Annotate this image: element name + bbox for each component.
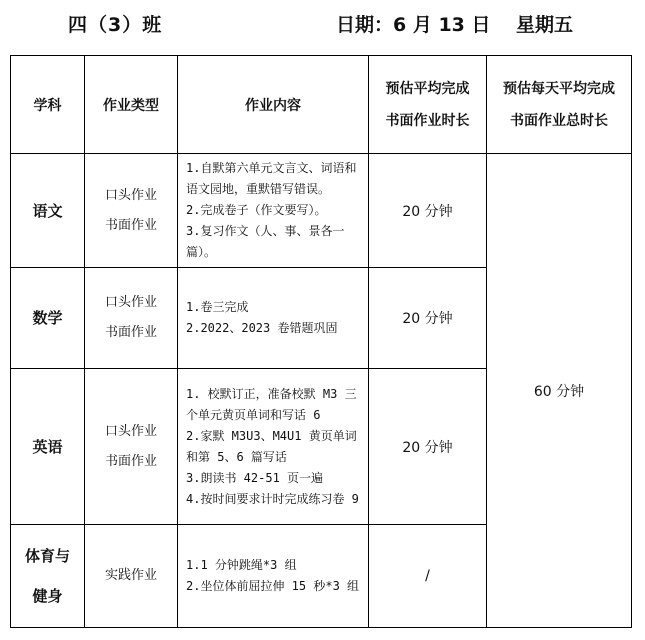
- type-oral: 口头作业: [104, 423, 157, 439]
- col-header-type: 作业类型: [85, 56, 178, 154]
- subject-line: 体育与: [24, 547, 70, 565]
- daily-total-cell: 60 分钟: [487, 154, 632, 628]
- content-item: 2.2022、2023 卷错题巩固: [186, 321, 338, 335]
- homework-table: [10, 55, 632, 628]
- class-name: 四（3）班: [68, 14, 163, 36]
- date-label: 日期：6 月 13 日: [336, 14, 491, 36]
- type-written: 书面作业: [104, 217, 157, 233]
- content-cell: [178, 369, 369, 525]
- subject-cell: 英语: [11, 369, 85, 525]
- type-cell: [85, 369, 178, 525]
- subject-cell: 数学: [11, 268, 85, 369]
- table-row-chinese: [11, 154, 632, 268]
- avg-time-cell: 20 分钟: [369, 268, 487, 369]
- table-header-row: [11, 56, 632, 154]
- weekday-label: 星期五: [516, 14, 574, 36]
- content-item: 2.坐位体前屈拉伸 15 秒*3 组: [186, 579, 360, 593]
- content-item: 4.按时间要求计时完成练习卷 9: [186, 491, 359, 506]
- col-header-total-time: [487, 56, 632, 154]
- col-header-total-line2: 书面作业总时长: [510, 112, 608, 129]
- col-header-subject: 学科: [11, 56, 85, 154]
- type-written: 书面作业: [104, 325, 157, 340]
- avg-time-cell: 20 分钟: [369, 369, 487, 525]
- col-header-total-line1: 预估每天平均完成: [503, 80, 615, 97]
- col-header-avg-line1: 预估平均完成: [385, 80, 470, 97]
- content-item: 1.卷三完成: [186, 300, 249, 314]
- content-item: 3.朗读书 42-51 页一遍: [186, 470, 324, 485]
- content-item: 2.完成卷子（作文要写）。: [186, 203, 327, 217]
- content-cell: [178, 154, 369, 268]
- type-cell: 实践作业: [85, 525, 178, 628]
- subject-cell: 语文: [11, 154, 85, 268]
- content-item: 1. 校默订正，准备校默 M3 三个单元黄页单词和写话 6: [186, 386, 357, 422]
- avg-time-cell: /: [369, 525, 487, 628]
- subject-cell: [11, 525, 85, 628]
- type-cell: [85, 268, 178, 369]
- content-item: 1.自默第六单元文言文、词语和语文园地，重默错写错误。: [186, 161, 357, 196]
- content-cell: [178, 268, 369, 369]
- content-item: 1.1 分钟跳绳*3 组: [186, 558, 297, 572]
- page-header: [0, 6, 645, 40]
- subject-line: 健身: [32, 587, 63, 605]
- content-item: 2.家默 M3U3、M4U1 黄页单词和第 5、6 篇写话: [186, 428, 357, 464]
- avg-time-cell: 20 分钟: [369, 154, 487, 268]
- type-oral: 口头作业: [104, 295, 157, 310]
- col-header-avg-line2: 书面作业时长: [385, 112, 470, 129]
- content-item: 3.复习作文（人、事、景各一篇）。: [186, 224, 345, 259]
- content-cell: [178, 525, 369, 628]
- col-header-content: 作业内容: [178, 56, 369, 154]
- type-cell: [85, 154, 178, 268]
- type-written: 书面作业: [104, 453, 157, 469]
- type-oral: 口头作业: [104, 187, 157, 203]
- col-header-avg-time: [369, 56, 487, 154]
